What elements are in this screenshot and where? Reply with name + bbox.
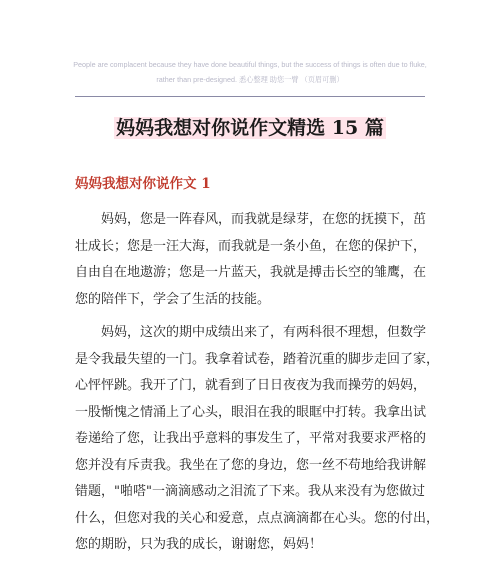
paragraph-line: 错题，"啪嗒"一滴滴感动之泪流了下来。我从来没有为您做过 [75,484,425,499]
paragraph-line: 卷递给了您，让我出乎意料的事发生了，平常对我要求严格的 [75,431,427,446]
document-title-text: 妈妈我想对你说作文精选 15 篇 [116,117,384,139]
document-title [50,114,450,142]
paragraph-line: 妈妈，您是一阵春风，而我就是绿芽，在您的抚摸下，茁 [75,212,427,227]
header-watermark-line-2: rather than pre-designed. 悉心整理 助您一臂 （页眉可删） [156,75,344,84]
paragraph-line: 您并没有斥责我。我坐在了您的身边，您一丝不苟地给我讲解 [75,457,427,473]
paragraph-line: 您的期盼，只为我的成长，谢谢您，妈妈！ [75,537,323,552]
paragraph-line: 壮成长；您是一汪大海，而我就是一条小鱼，在您的保护下， [75,238,427,254]
header-divider [75,96,425,97]
header-watermark-line-1: People are complacent because they have done beautiful things, but the success of things is often due to fluke, [73,60,427,69]
paragraph-line: 自由自在地遨游；您是一片蓝天，我就是搏击长空的雏鹰，在 [75,265,427,280]
paragraph-line: 什么，但您对我的关心和爱意，点点滴滴都在心头。您的付出， [75,510,440,526]
paragraph-line: 一股惭愧之情涌上了心头，眼泪在我的眼眶中打转。我拿出试 [75,404,427,420]
paragraph-line: 您的陪伴下，学会了生活的技能。 [75,291,271,307]
paragraph-1 [75,207,425,313]
paragraph-2 [75,320,440,559]
paragraph-line: 心怦怦跳。我开了门，就看到了日日夜夜为我而操劳的妈妈， [75,378,427,393]
section-heading: 妈妈我想对你说作文 1 [75,176,211,192]
paragraph-line: 是令我最失望的一门。我拿着试卷，踏着沉重的脚步走回了家， [75,351,440,367]
paragraph-line: 妈妈，这次的期中成绩出来了，有两科很不理想，但数学 [75,325,427,340]
